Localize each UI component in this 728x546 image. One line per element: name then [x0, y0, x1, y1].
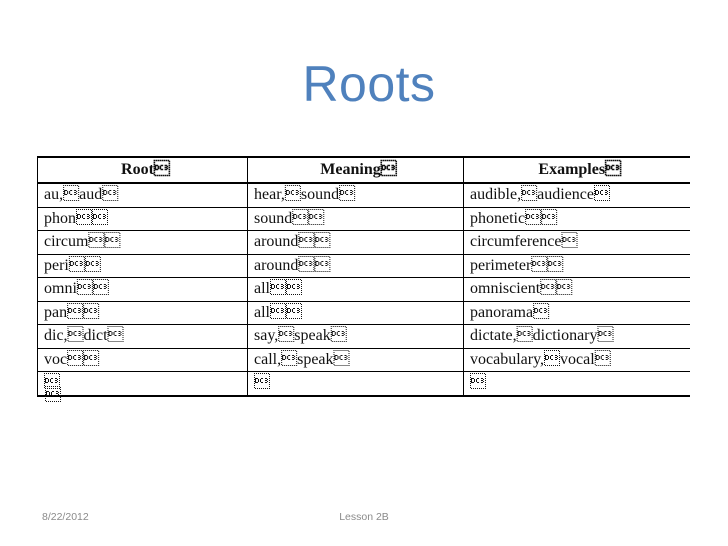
footer-lesson — [0, 511, 728, 523]
root-cell: omni — [38, 278, 248, 302]
meaning-cell: around — [248, 231, 464, 255]
header-examples: Examples — [464, 157, 690, 183]
meaning-cell:  — [248, 372, 464, 396]
examples-cell: dictate,dictionary — [464, 325, 690, 349]
root-cell: phon — [38, 207, 248, 231]
table-row — [38, 372, 690, 396]
roots-table — [37, 156, 690, 397]
table-header-row — [38, 157, 690, 183]
examples-cell:  — [464, 372, 690, 396]
root-cell: circum — [38, 231, 248, 255]
meaning-cell: all — [248, 278, 464, 302]
examples-cell: circumference — [464, 231, 690, 255]
root-cell: dic,dict — [38, 325, 248, 349]
table-row — [38, 325, 690, 349]
slide-title: Roots — [302, 56, 436, 112]
examples-cell: phonetic — [464, 207, 690, 231]
examples-cell: audible,audience — [464, 183, 690, 207]
trailing-mark:  — [45, 387, 61, 404]
root-cell: pan — [38, 301, 248, 325]
table-row — [38, 183, 690, 207]
header-root: Root — [38, 157, 248, 183]
examples-cell: panorama — [464, 301, 690, 325]
examples-cell: vocabulary,vocal — [464, 348, 690, 372]
examples-cell: omniscient — [464, 278, 690, 302]
meaning-cell: say,speak — [248, 325, 464, 349]
footer-date: 8/22/2012 — [42, 511, 89, 523]
header-meaning: Meaning — [248, 157, 464, 183]
meaning-cell: all — [248, 301, 464, 325]
examples-cell: perimeter — [464, 254, 690, 278]
meaning-cell: call,speak — [248, 348, 464, 372]
root-cell: peri — [38, 254, 248, 278]
table-row — [38, 207, 690, 231]
root-cell: voc — [38, 348, 248, 372]
table-row — [38, 231, 690, 255]
table-row — [38, 348, 690, 372]
table-row — [38, 301, 690, 325]
meaning-cell: around — [248, 254, 464, 278]
footer-lesson-label: Lesson 2B — [339, 511, 389, 523]
table-row — [38, 254, 690, 278]
meaning-cell: sound — [248, 207, 464, 231]
root-cell:  — [38, 372, 248, 396]
root-cell: au,aud — [38, 183, 248, 207]
meaning-cell: hear,sound — [248, 183, 464, 207]
table-row — [38, 278, 690, 302]
